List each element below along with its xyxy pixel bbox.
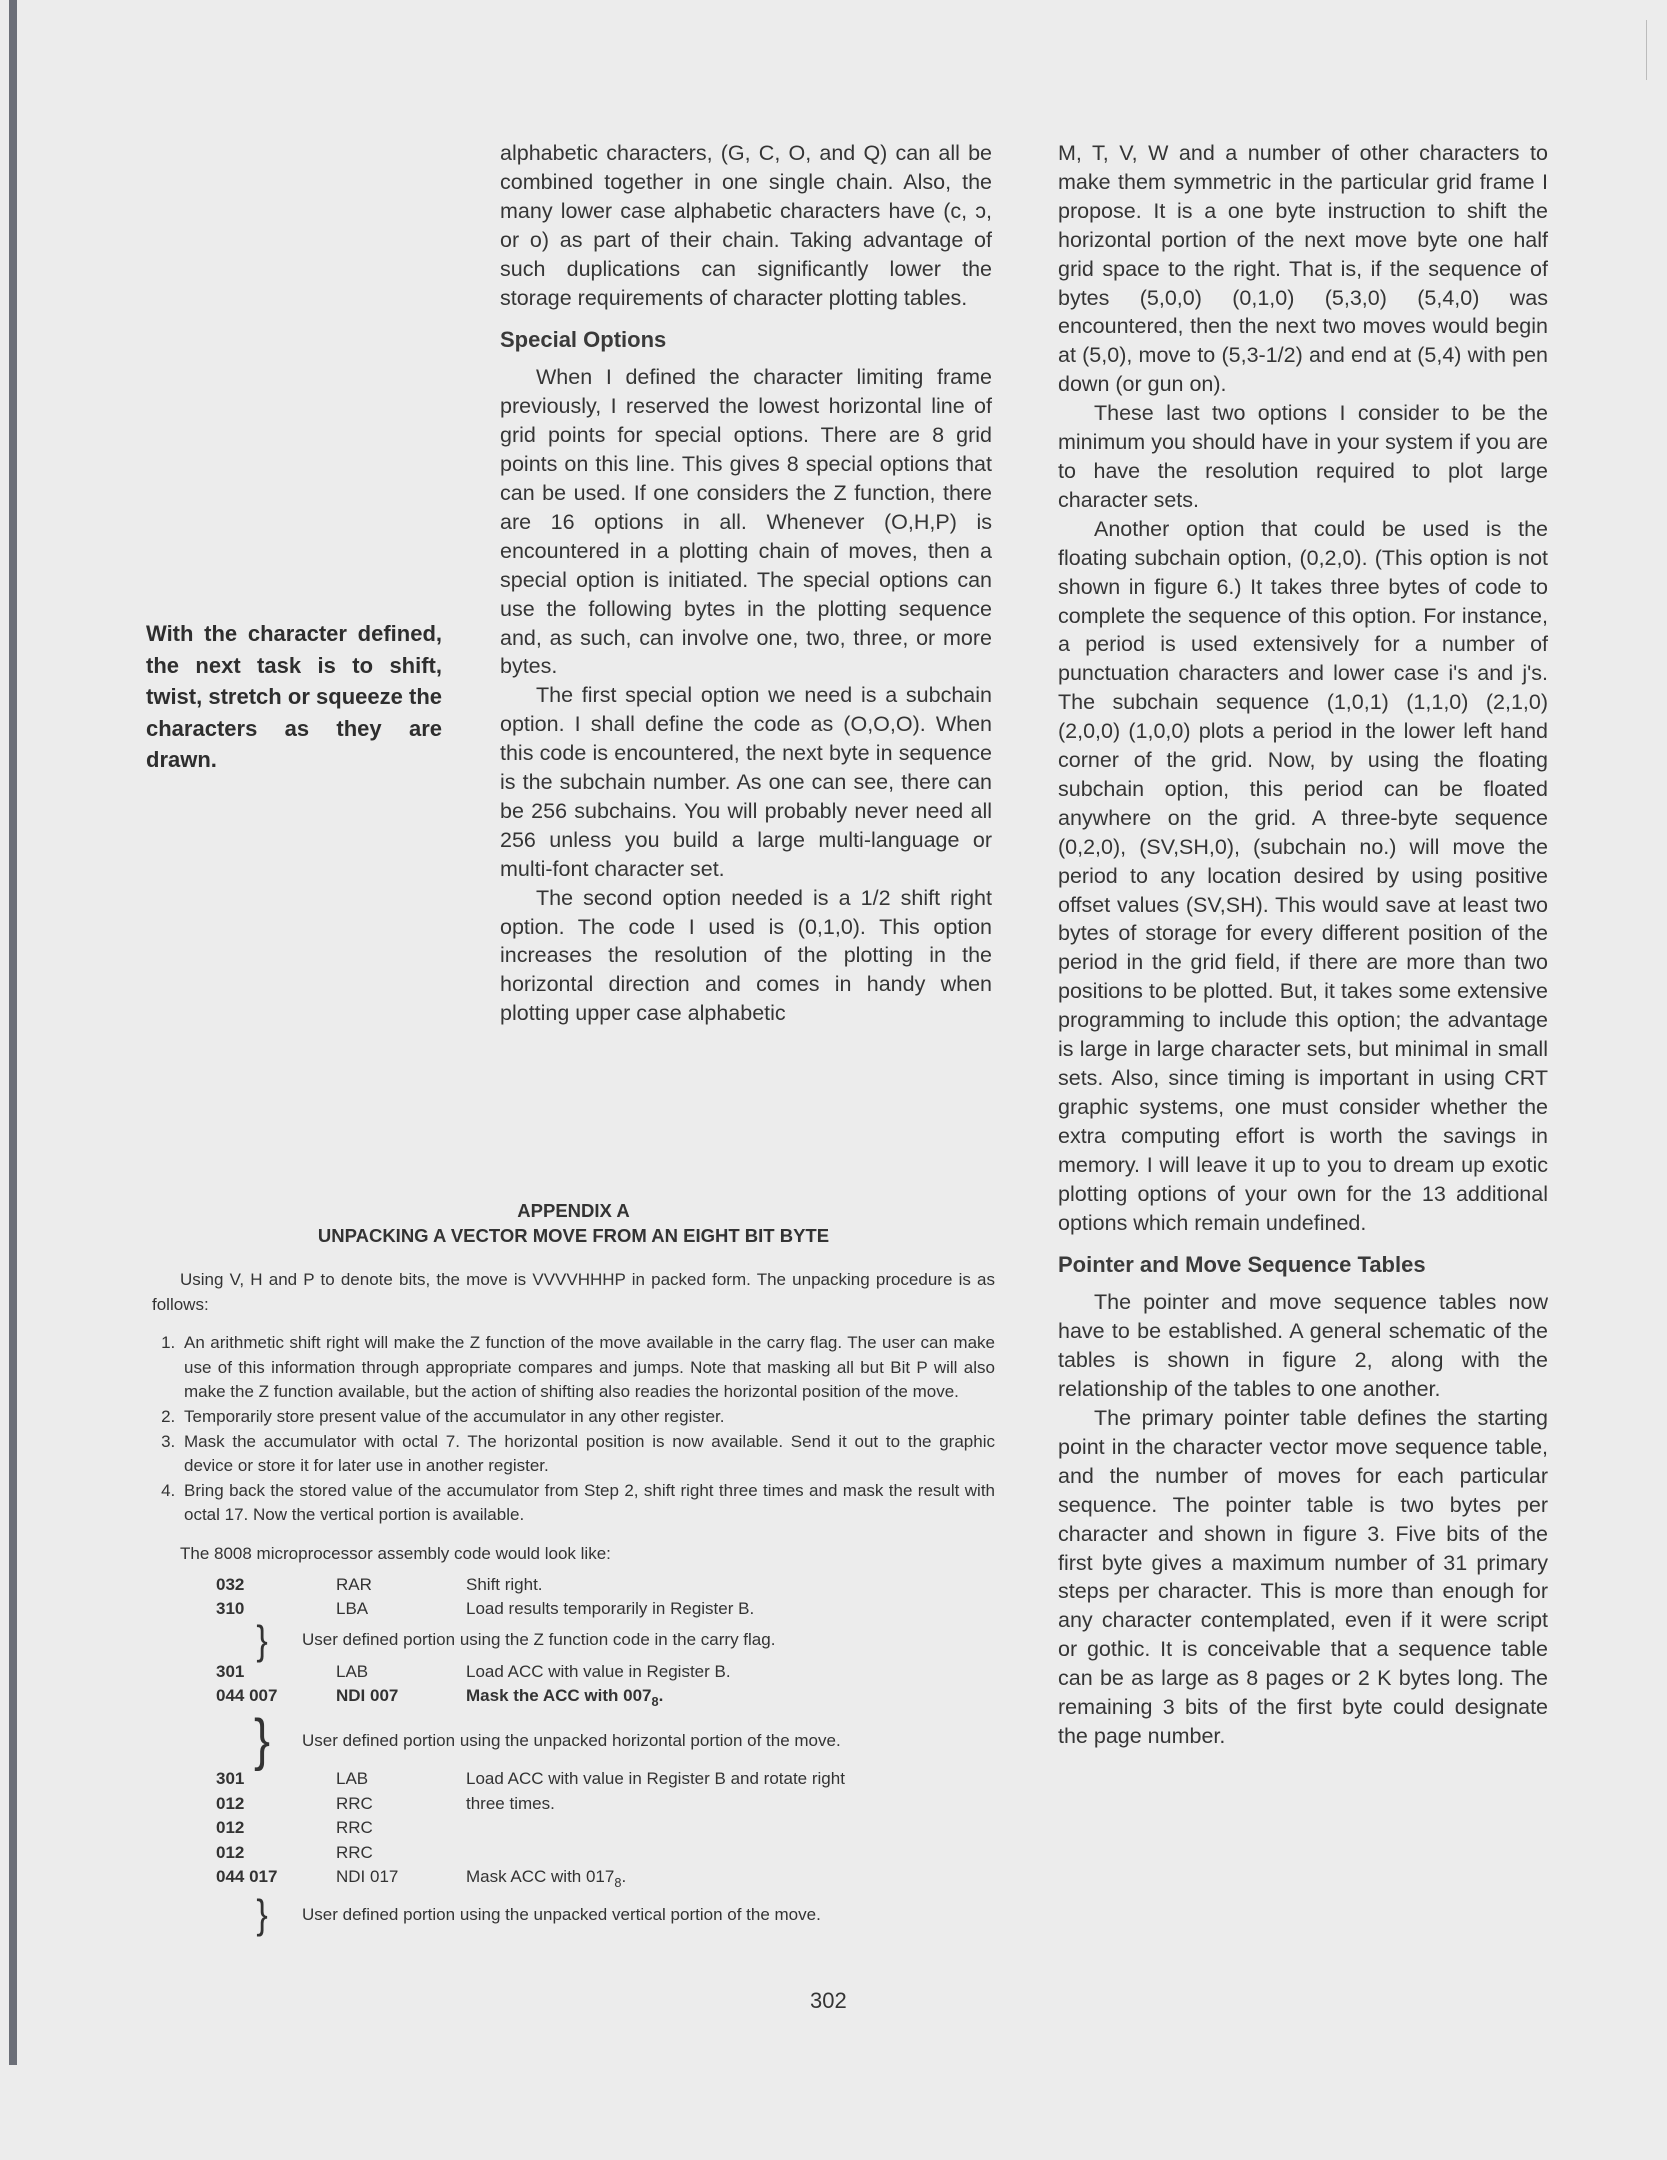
code-row bbox=[216, 1660, 995, 1685]
brace-icon: } bbox=[256, 1617, 268, 1664]
code-row bbox=[216, 1597, 995, 1622]
appendix-a bbox=[152, 1198, 995, 1938]
code-row bbox=[216, 1767, 995, 1792]
paragraph: The second option needed is a 1/2 shift right option. The code I used is (0,1,0). This option increases the resolution of the plotting in the horizontal direction and comes in handy when plotting upper case alphabetic bbox=[500, 885, 992, 1026]
comment: Shift right. bbox=[466, 1574, 543, 1594]
octal: 032 bbox=[216, 1574, 245, 1594]
right-column bbox=[1058, 139, 1548, 1751]
comment bbox=[466, 1865, 995, 1896]
paragraph: Another option that could be used is the floating subchain option, (0,2,0). (This option is not shown in figure 6.) It takes three bytes of code to complete the sequence of this option. For instance, a period is used extensively for a number of punctuation characters and lower case i's and j's. The subchain sequence (1,0,1) (1,1,0) (2,1,0) (2,0,0) (1,0,0) plots a period in the lower left hand corner of the grid. Now, by using the floating subchain option, this period can be floated anywhere on the grid. A three-byte sequence (0,2,0), (SV,SH,0), (subchain no.) will move the period to any location desired by using positive offset values (SV,SH). This would save at least two bytes of storage for every different position of the period in the grid field, if there are more than two positions to be plotted. But, it takes some extensive programming to include this option; the advantage is large in large character sets, but minimal in small sets. Also, since timing is important in using CRT graphic systems, one must consider whether the extra computing effort is worth the savings in memory. I will leave it up to you to dream up exotic plotting options of your own for the 13 additional options which remain undefined. bbox=[1058, 516, 1548, 1235]
comment-text: Mask the ACC with 007 bbox=[466, 1686, 652, 1706]
octal: 012 bbox=[216, 1818, 245, 1838]
paragraph: These last two options I consider to be the minimum you should have in your system if you are to have the resolution required to plot large character sets. bbox=[1058, 401, 1548, 512]
paragraph: The primary pointer table defines the starting point in the character vector move sequence table, and the number of moves for each particular sequence. The pointer table is two bytes per character and shown in figure 3. Five bits of the first byte gives a maximum number of 31 primary steps per character. This is more than enough for any character contemplated, even if it were script or gothic. It is conceivable that a sequence table can be as large as 8 pages or 2 K bytes long. The remaining 3 bits of the first byte could designate the page number. bbox=[1058, 1405, 1548, 1748]
code-row bbox=[216, 1841, 995, 1866]
step-item: 1. An arithmetic shift right will make the Z function of the move available in the carry flag. The user can make use of this information through appropriate compares and jumps. Note that masking all but Bit P will also make the Z function available, but the action of shifting also readies the horizontal position of the move. bbox=[180, 1331, 995, 1405]
code-row bbox=[216, 1816, 995, 1841]
code-row bbox=[216, 1573, 995, 1598]
brace-row bbox=[216, 1617, 995, 1664]
comment: Load ACC with value in Register B. bbox=[466, 1661, 731, 1681]
octal: 012 bbox=[216, 1842, 245, 1862]
assembly-code bbox=[216, 1573, 995, 1938]
code-row bbox=[216, 1865, 995, 1896]
octal: 044 007 bbox=[216, 1686, 278, 1706]
appendix-intro: Using V, H and P to denote bits, the move is VVVVHHHP in packed form. The unpacking procedure is as follows: bbox=[152, 1270, 995, 1314]
mnemonic: LAB bbox=[336, 1661, 369, 1681]
comment-tail: . bbox=[621, 1867, 627, 1887]
pull-quote: With the character defined, the next task is to shift, twist, stretch or squeeze the characters as they are drawn. bbox=[146, 621, 442, 772]
brace-row bbox=[216, 1892, 995, 1938]
comment bbox=[466, 1816, 995, 1841]
mnemonic: NDI 007 bbox=[336, 1686, 399, 1706]
brace-icon: } bbox=[253, 1708, 271, 1773]
code-row bbox=[216, 1684, 995, 1715]
code-lead: The 8008 microprocessor assembly code would look like: bbox=[180, 1543, 611, 1563]
mnemonic: LAB bbox=[336, 1768, 369, 1788]
octal: 310 bbox=[216, 1599, 245, 1619]
comment: Load ACC with value in Register B and rotate right bbox=[466, 1768, 845, 1788]
mnemonic: NDI 017 bbox=[336, 1867, 399, 1887]
comment: Load results temporarily in Register B. bbox=[466, 1599, 755, 1619]
brace-note: User defined portion using the Z function code in the carry flag. bbox=[302, 1630, 776, 1650]
paragraph: alphabetic characters, (G, C, O, and Q) can all be combined together in one single chain. Also, the many lower case alphabetic characters have (c, ɔ, or o) as part of their chain. Taking advantage of such duplications can significantly lower the storage requirements of character plotting tables. bbox=[500, 141, 992, 310]
comment bbox=[466, 1684, 995, 1715]
section-heading-special-options: Special Options bbox=[500, 327, 667, 353]
brace-note: User defined portion using the unpacked vertical portion of the move. bbox=[302, 1904, 821, 1924]
mnemonic: RRC bbox=[336, 1818, 373, 1838]
paragraph: M, T, V, W and a number of other characters to make them symmetric in the particular grid frame I propose. It is a one byte instruction to shift the horizontal portion of the next move byte one half grid space to the right. That is, if the sequence of bytes (5,0,0) (0,1,0) (5,3,0) (5,4,0) was encountered, then the next two moves would begin at (5,0), move to (5,3-1/2) and end at (5,4) with pen down (or gun on). bbox=[1058, 141, 1548, 397]
subscript: 8 bbox=[614, 1875, 622, 1891]
brace-row bbox=[216, 1708, 995, 1773]
mnemonic: RAR bbox=[336, 1574, 372, 1594]
unpacking-steps bbox=[152, 1331, 995, 1528]
middle-column bbox=[500, 139, 992, 1028]
step-item: 3. Mask the accumulator with octal 7. The horizontal position is now available. Send it out to the graphic device or store it for later use in another register. bbox=[180, 1430, 995, 1479]
step-item: 4. Bring back the stored value of the accumulator from Step 2, shift right three times and mask the result with octal 17. Now the vertical portion is available. bbox=[180, 1479, 995, 1528]
comment bbox=[466, 1841, 995, 1866]
section-heading-pointer-tables: Pointer and Move Sequence Tables bbox=[1058, 1252, 1426, 1278]
mnemonic: LBA bbox=[336, 1599, 369, 1619]
mnemonic: RRC bbox=[336, 1793, 373, 1813]
page-edge-line bbox=[1646, 20, 1647, 80]
comment-tail: . bbox=[658, 1686, 664, 1706]
page-edge-binding bbox=[9, 0, 17, 2065]
code-row bbox=[216, 1792, 995, 1817]
subscript: 8 bbox=[651, 1694, 659, 1710]
comment-text: Mask ACC with 017 bbox=[466, 1867, 615, 1887]
appendix-title: APPENDIX A bbox=[517, 1200, 630, 1221]
mnemonic: RRC bbox=[336, 1842, 373, 1862]
appendix-subtitle: UNPACKING A VECTOR MOVE FROM AN EIGHT BIT BYTE bbox=[317, 1225, 830, 1246]
comment: three times. bbox=[466, 1793, 555, 1813]
octal: 301 bbox=[216, 1661, 245, 1681]
brace-icon: } bbox=[256, 1892, 268, 1938]
brace-note: User defined portion using the unpacked horizontal portion of the move. bbox=[302, 1730, 841, 1750]
paragraph: The pointer and move sequence tables now have to be established. A general schematic of the tables is shown in figure 2, along with the relationship of the tables to one another. bbox=[1058, 1290, 1548, 1402]
page-number: 302 bbox=[810, 1988, 847, 2013]
octal: 012 bbox=[216, 1793, 245, 1813]
paragraph: When I defined the character limiting frame previously, I reserved the lowest horizontal line of grid points for special options. There are 8 grid points on this line. This gives 8 special options that can be used. If one considers the Z function, there are 16 options in all. Whenever (O,H,P) is encountered in a plotting chain of moves, then a special option is initiated. The special options can use the following bytes in the plotting sequence and, as such, can involve one, two, three, or more bytes. bbox=[500, 365, 992, 679]
octal: 044 017 bbox=[216, 1867, 278, 1887]
step-item: 2. Temporarily store present value of the accumulator in any other register. bbox=[180, 1405, 995, 1430]
octal: 301 bbox=[216, 1768, 245, 1788]
paragraph: The first special option we need is a subchain option. I shall define the code as (O,O,O). When this code is encountered, the next byte in sequence is the subchain number. As one can see, there can be 256 subchains. You will probably never need all 256 unless you build a large multi-language or multi-font character set. bbox=[500, 683, 992, 881]
